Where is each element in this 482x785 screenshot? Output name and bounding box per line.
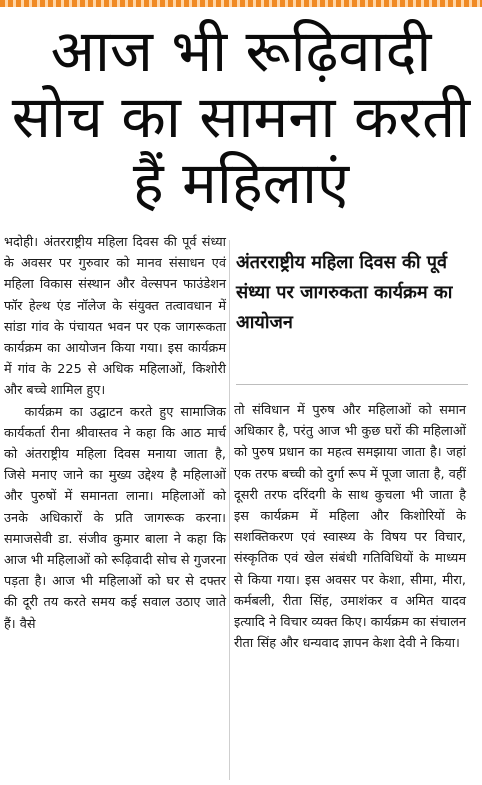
article-column-left xyxy=(4,232,226,635)
subheadline-rule xyxy=(236,384,468,385)
article-paragraph: कार्यक्रम का उद्घाटन करते हुए सामाजिक कार्यकर्ता रीना श्रीवास्तव ने कहा कि आठ मार्च को अंतराष्ट्रीय महिला दिवस मनाया जाता है, जिसे मनाए जाने का मुख्य उद्देश्य है महिलाओं और पुरुषों में समानता लाना। महिलाओं को उनके अधिकारों के प्रति जागरूक करना। समाजसेवी डा. संजीव कुमार बाला ने कहा कि आज भी महिलाओं को रूढ़िवादी सोच से गुजरना पड़ता है। आज भी महिलाओं को घर से दफ्तर की दूरी तय करते समय कई सवाल उठाए जाते हैं। वैसे xyxy=(4,404,226,632)
column-divider xyxy=(229,240,230,780)
headline: आज भी रूढ़िवादी सोच का सामना करती हैं महिलाएं xyxy=(11,17,471,217)
article-column-right xyxy=(234,400,466,654)
article-paragraph: भदोही। अंतरराष्ट्रीय महिला दिवस की पूर्व संध्या के अवसर पर गुरुवार को मानव संसाधन एवं महिला विकास संस्थान और वेल्सपन फाउंडेशन फॉर हेल्थ एंड नॉलेज के संयुक्त तत्वावधान में सांडा गांव के पंचायत भवन पर एक जागरूकता कार्यक्रम का आयोजन किया गया। इस कार्यक्रम में गांव के 225 से अधिक महिलाओं, किशोरी और बच्चे शामिल हुए। xyxy=(4,235,226,399)
decorative-top-strip xyxy=(0,0,482,7)
article-paragraph: तो संविधान में पुरुष और महिलाओं को समान अधिकार है, परंतु आज भी कुछ घरों की महिलाओं को पुरुष प्रधान का महत्व समझाया जाता है। जहां एक तरफ बच्ची को दुर्गा रूप में पूजा जाता है, वहीं दूसरी तरफ दरिंदगी के साथ कुचला भी जाता है इस कार्यक्रम में महिला और किशोरियों के सशक्तिकरण एवं स्वास्थ्य के विषय पर विचार, संस्कृतिक एवं खेल संबंधी गतिविधियों के माध्यम से किया गया। इस अवसर पर केशा, सीमा, मीरा, कर्मबली, रीता सिंह, उमाशंकर व अमित यादव इत्यादि ने विचार व्यक्त किए। कार्यक्रम का संचालन रीता सिंह और धन्यवाद ज्ञापन केशा देवी ने किया। xyxy=(234,403,466,652)
subheadline: अंतरराष्ट्रीय महिला दिवस की पूर्व संध्या पर जागरुकता कार्यक्रम का आयोजन xyxy=(236,252,453,333)
